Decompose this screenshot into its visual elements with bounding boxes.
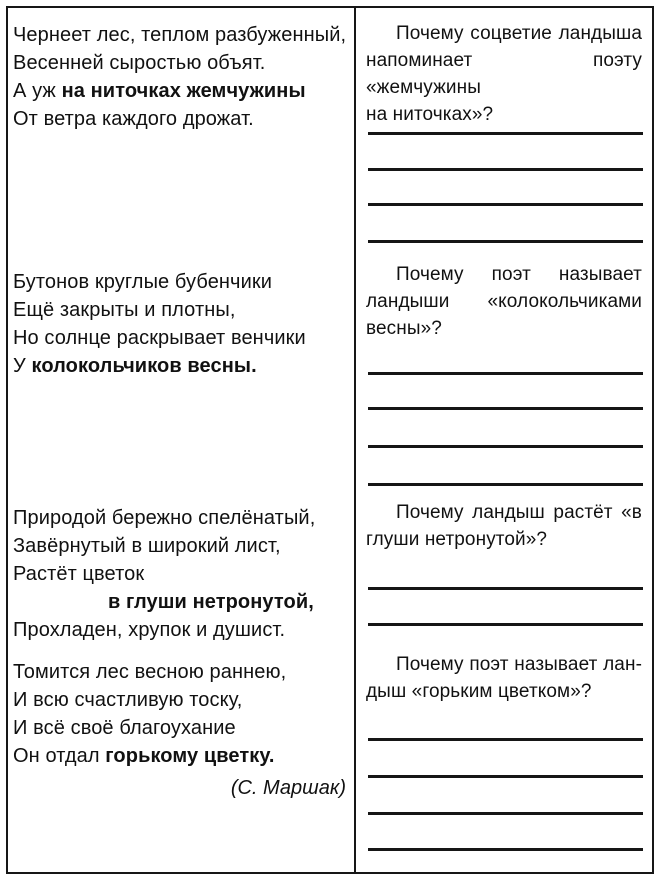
answer-blank-line [368, 168, 643, 171]
poem-stanza-3 [8, 504, 354, 644]
question-line: Почему поэт называет [396, 264, 642, 285]
poem-text-run: У [13, 355, 32, 377]
poem-line [13, 560, 354, 588]
poem-bold-run: в глуши нетронутой, [108, 591, 314, 613]
poem-text-run: И всю счастливую тоску, [13, 689, 243, 711]
answer-blank-line [368, 483, 643, 486]
question-line: на ниточках»? [366, 104, 494, 125]
question-line: напоминает поэту «жемчужины [366, 50, 642, 98]
question-line: Почему соцветие ландыша [396, 23, 642, 44]
poem-line [13, 352, 354, 380]
poem-stanza-2 [8, 268, 354, 380]
answer-blank-line [368, 203, 643, 206]
poem-line [13, 268, 354, 296]
answer-blank-line [368, 812, 643, 815]
question-2 [356, 261, 652, 342]
answer-blank-line [368, 445, 643, 448]
poem-line [13, 324, 354, 352]
poem-text-run: Весенней сыростью объят. [13, 52, 266, 74]
question-3 [356, 499, 652, 553]
answer-blank-line [368, 587, 643, 590]
poem-text-run: А уж [13, 80, 62, 102]
poem-text-run: Томится лес весною раннею, [13, 661, 287, 683]
question-line: дыш «горьким цветком»? [366, 681, 592, 702]
poem-line [13, 77, 354, 105]
poem-text-run: От ветра каждого дрожат. [13, 108, 254, 130]
poem-text-run: Прохладен, хрупок и душист. [13, 619, 286, 641]
poem-text-run: Завёрнутый в широкий лист, [13, 535, 281, 557]
answer-blank-line [368, 848, 643, 851]
answer-blank-line [368, 775, 643, 778]
question-line: Почему поэт называет лан- [396, 654, 642, 675]
poem-line [108, 588, 354, 616]
poem-text-run: Бутонов круглые бубенчики [13, 271, 272, 293]
poem-text-run: Чернеет лес, теплом разбуженный, [13, 24, 347, 46]
poem-text-run: Природой бережно спелёнатый, [13, 507, 316, 529]
poem-attribution: (С. Маршак) [230, 777, 346, 799]
poem-line [13, 658, 354, 686]
questions-column [356, 8, 652, 872]
poem-bold-run: колокольчиков весны. [31, 355, 257, 377]
poem-line [13, 296, 354, 324]
poem-text-run: Ещё закрыты и плотны, [13, 299, 236, 321]
poem-line [13, 49, 354, 77]
poem-text-run: Но солнце раскрывает венчики [13, 327, 306, 349]
poem-bold-run: на ниточках жемчужины [61, 80, 306, 102]
question-1 [356, 20, 652, 128]
poem-line [13, 504, 354, 532]
question-line: глуши нетронутой»? [366, 529, 548, 550]
question-4 [356, 651, 652, 705]
answer-blank-line [368, 407, 643, 410]
answer-blank-line [368, 372, 643, 375]
poem-line [13, 616, 354, 644]
poem-stanza-1 [8, 21, 354, 133]
poem-text-run: Он отдал [13, 745, 106, 767]
question-line: ландыши «колокольчиками [366, 291, 642, 312]
poem-line [13, 742, 354, 770]
answer-blank-line [368, 240, 643, 243]
page-frame [6, 6, 654, 874]
answer-blank-line [368, 623, 643, 626]
answer-blank-line [368, 738, 643, 741]
question-line: весны»? [366, 318, 442, 339]
poem-line [13, 21, 354, 49]
poem-line [13, 686, 354, 714]
poem-column [8, 8, 354, 872]
poem-text-run: Растёт цветок [13, 563, 145, 585]
poem-line [13, 105, 354, 133]
poem-bold-run: горькому цветку. [105, 745, 275, 767]
poem-stanza-4 [8, 658, 354, 770]
question-line: Почему ландыш растёт «в [396, 502, 642, 523]
poem-text-run: И всё своё благоухание [13, 717, 236, 739]
answer-blank-line [368, 132, 643, 135]
poem-line [13, 532, 354, 560]
poem-line [13, 714, 354, 742]
